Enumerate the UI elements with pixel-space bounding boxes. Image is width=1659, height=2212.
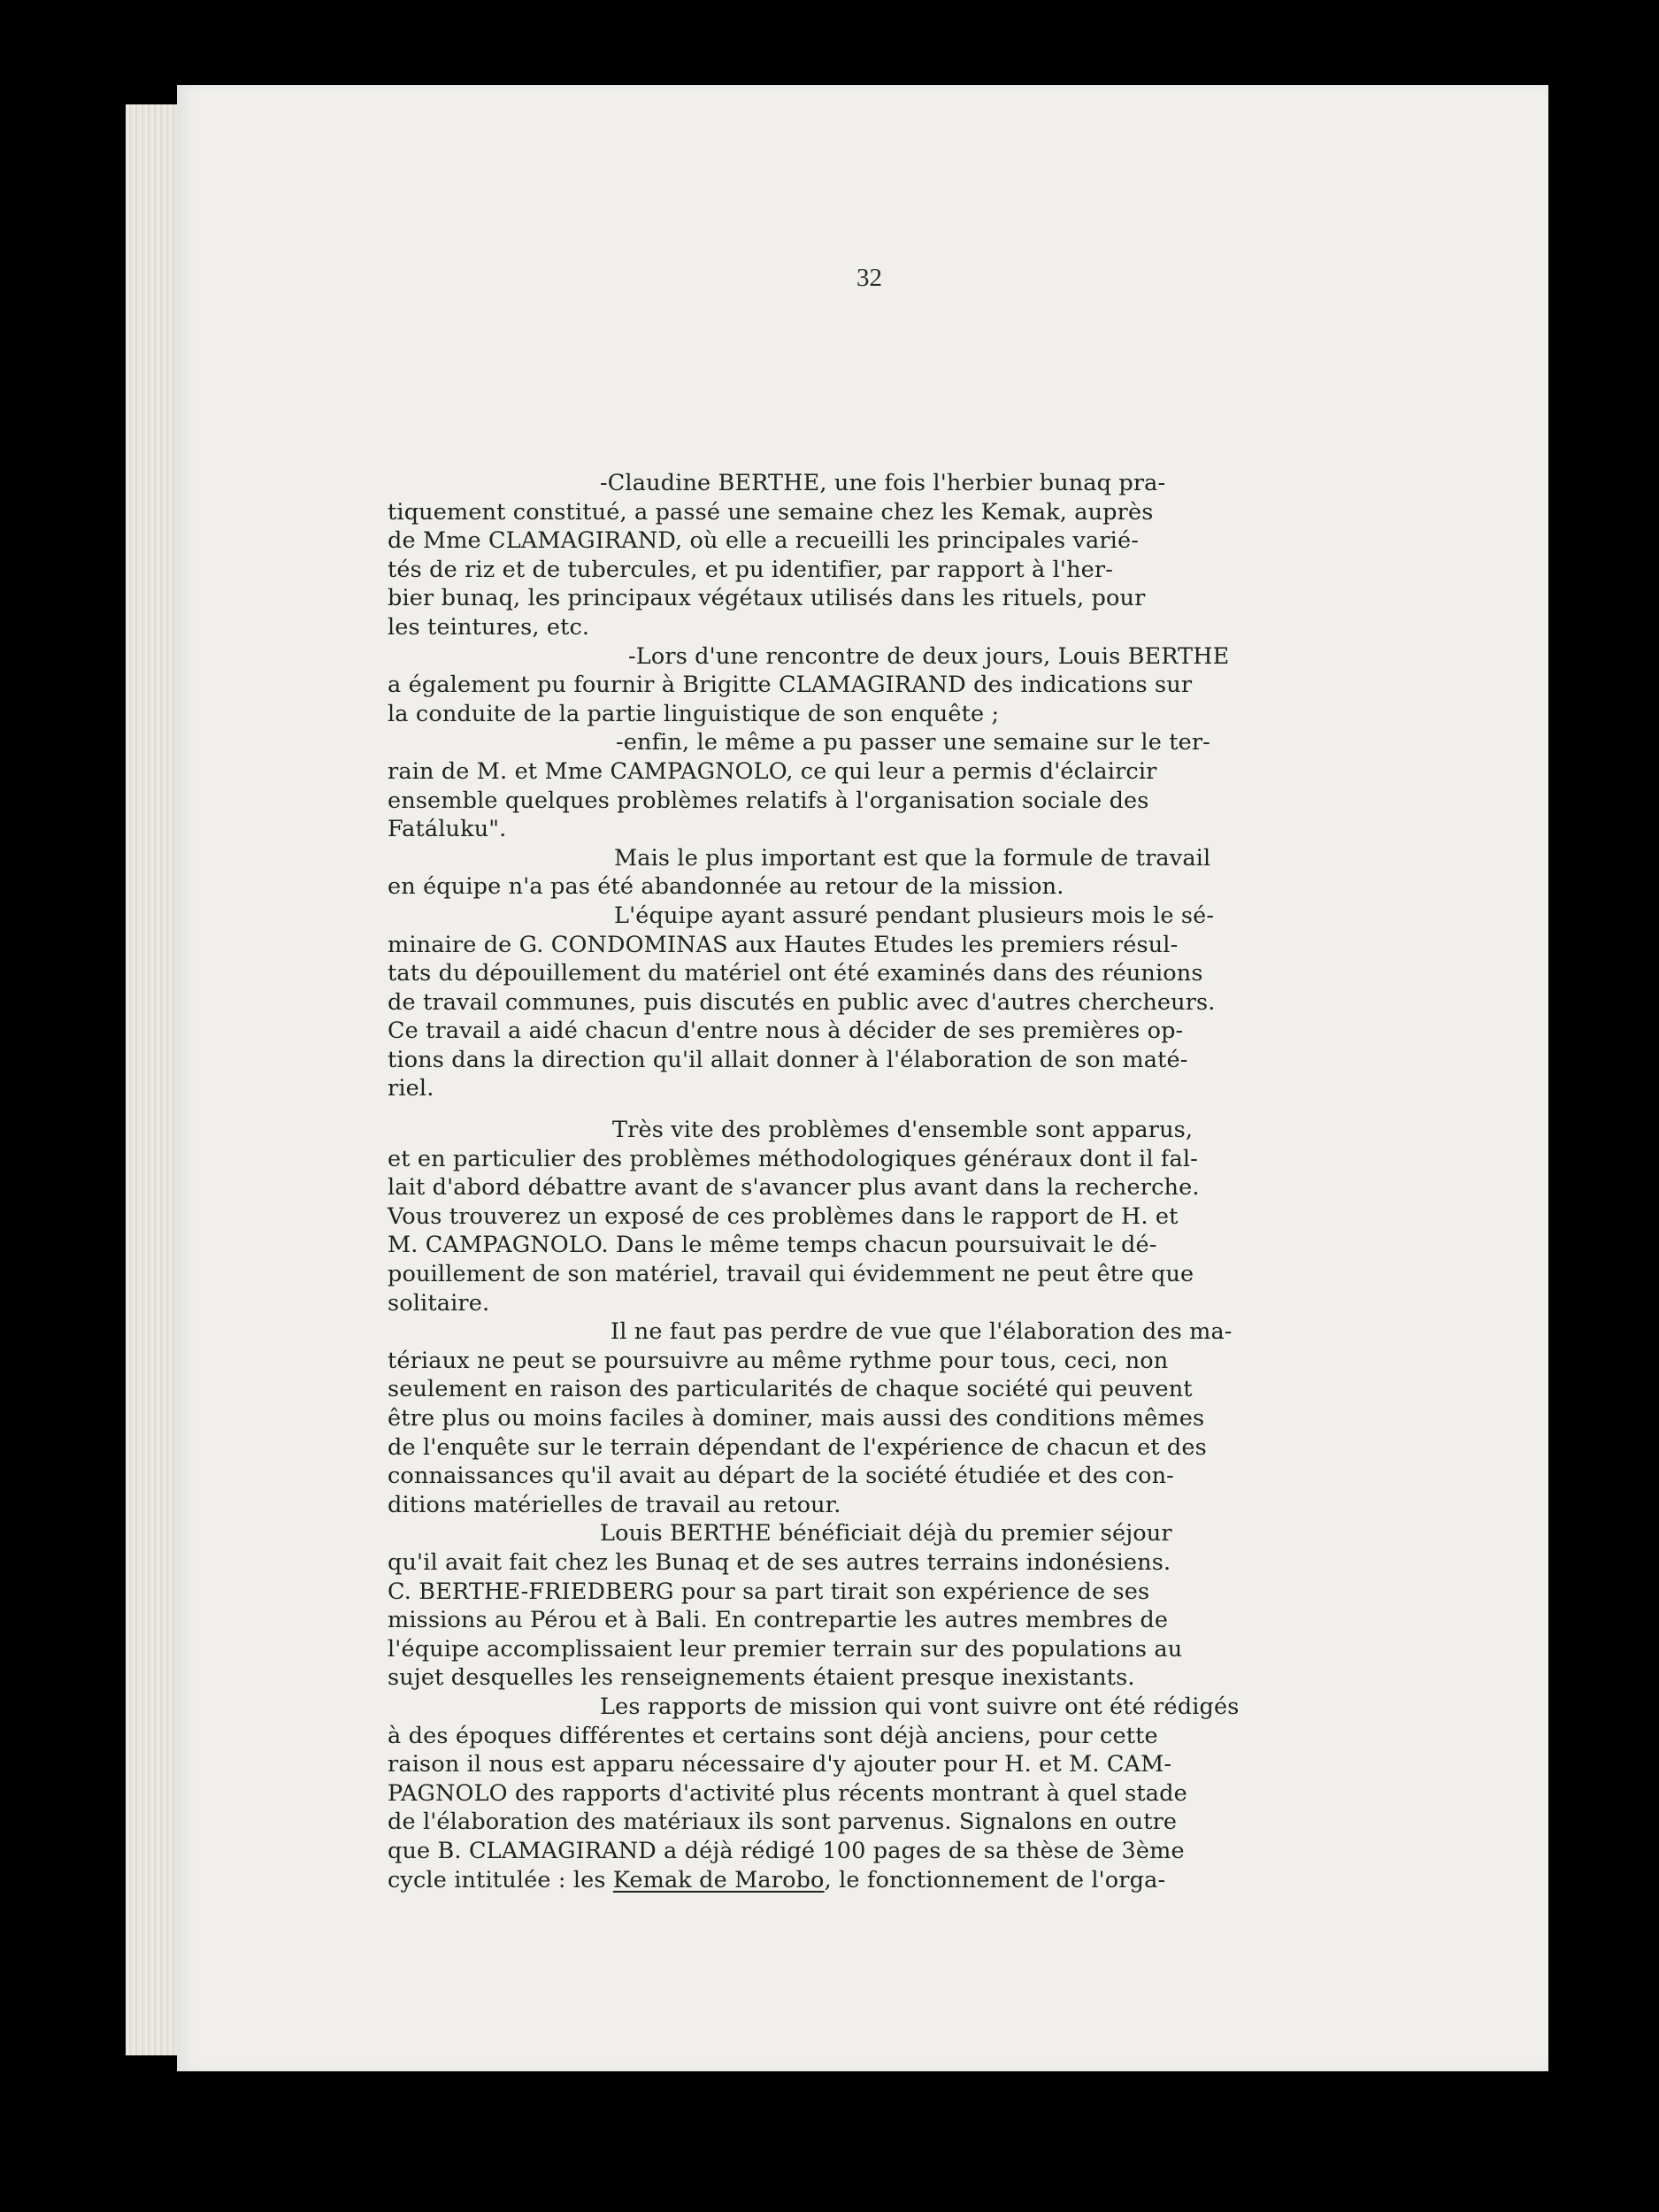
text-line-content: Très vite des problèmes d'ensemble sont apparus, bbox=[612, 1117, 1194, 1144]
text-line bbox=[379, 1260, 1449, 1289]
text-line bbox=[379, 1046, 1449, 1075]
text-line-content: Fatáluku". bbox=[388, 816, 507, 843]
text-line-content: a également pu fournir à Brigitte CLAMAGIRAND des indications sur bbox=[388, 672, 1193, 699]
text-line-content: pouillement de son matériel, travail qui évidemment ne peut être que bbox=[388, 1261, 1194, 1288]
text-line-content: de Mme CLAMAGIRAND, où elle a recueilli les principales varié- bbox=[388, 527, 1139, 555]
text-line-content: tats du dépouillement du matériel ont été examinés dans des réunions bbox=[388, 960, 1203, 987]
text-line bbox=[379, 1375, 1449, 1404]
text-line-content: en équipe n'a pas été abandonnée au retour de la mission. bbox=[388, 873, 1064, 901]
text-line bbox=[379, 498, 1449, 527]
text-line-content: cycle intitulée : les bbox=[388, 1866, 613, 1893]
text-line-content: -enfin, le même a pu passer une semaine sur le ter- bbox=[616, 729, 1210, 757]
text-line-content: missions au Pérou et à Bali. En contrepartie les autres membres de bbox=[388, 1607, 1169, 1634]
text-line bbox=[379, 1606, 1449, 1635]
text-line bbox=[379, 1635, 1449, 1664]
text-line bbox=[379, 1145, 1449, 1174]
text-line bbox=[379, 844, 1449, 873]
text-line bbox=[379, 1289, 1449, 1318]
text-line bbox=[379, 1173, 1449, 1202]
text-line-content: tions dans la direction qu'il allait donner à l'élaboration de son maté- bbox=[388, 1046, 1188, 1073]
text-line bbox=[379, 1462, 1449, 1491]
text-line-content: la conduite de la partie linguistique de son enquête ; bbox=[388, 700, 1000, 727]
text-line-content: que B. CLAMAGIRAND a déjà rédigé 100 pages de sa thèse de 3ème bbox=[388, 1837, 1185, 1864]
text-line bbox=[379, 988, 1449, 1018]
page-number: 32 bbox=[856, 264, 882, 292]
text-line-content: qu'il avait fait chez les Bunaq et de ses autres terrains indonésiens. bbox=[388, 1548, 1171, 1576]
text-line-content: Les rapports de mission qui vont suivre ont été rédigés bbox=[600, 1693, 1240, 1720]
underlined-title: Kemak de Marobo bbox=[612, 1866, 825, 1893]
text-line bbox=[379, 902, 1449, 931]
text-line bbox=[379, 1722, 1449, 1751]
text-line bbox=[379, 1808, 1449, 1837]
text-line-content: sujet desquelles les renseignements étaient presque inexistants. bbox=[388, 1664, 1135, 1692]
paragraph-gap bbox=[379, 1103, 1449, 1116]
text-line-content: de l'élaboration des matériaux ils sont parvenus. Signalons en outre bbox=[388, 1809, 1178, 1836]
text-line bbox=[379, 1578, 1449, 1607]
text-line bbox=[379, 1693, 1449, 1722]
text-line-content: ensemble quelques problèmes relatifs à l'organisation sociale des bbox=[388, 787, 1149, 814]
text-line bbox=[379, 584, 1449, 613]
text-line-content: riel. bbox=[388, 1075, 434, 1102]
text-line-content: tiquement constitué, a passé une semaine chez les Kemak, auprès bbox=[388, 498, 1154, 526]
text-line-content: de l'enquête sur le terrain dépendant de l'expérience de chacun et des bbox=[388, 1433, 1207, 1461]
text-line bbox=[379, 1779, 1449, 1809]
text-line-content: M. CAMPAGNOLO. Dans le même temps chacun poursuivait le dé- bbox=[388, 1232, 1157, 1259]
text-line-content: tés de riz et de tubercules, et pu identifier, par rapport à l'her- bbox=[388, 556, 1113, 583]
text-line bbox=[379, 469, 1449, 498]
text-line bbox=[379, 757, 1449, 787]
text-line-content: ditions matérielles de travail au retour. bbox=[388, 1491, 841, 1518]
text-line-content: lait d'abord débattre avant de s'avancer plus avant dans la recherche. bbox=[388, 1174, 1200, 1202]
text-line-content: -Lors d'une rencontre de deux jours, Louis BERTHE bbox=[628, 642, 1230, 670]
text-line bbox=[379, 959, 1449, 988]
text-line bbox=[379, 1663, 1449, 1693]
text-line bbox=[379, 815, 1449, 844]
text-line-continuation: , le fonctionnement de l'orga- bbox=[824, 1866, 1166, 1893]
body-text bbox=[379, 469, 1449, 1894]
text-line-content: Louis BERTHE bénéficiait déjà du premier séjour bbox=[600, 1520, 1172, 1548]
text-line bbox=[379, 787, 1449, 816]
text-line bbox=[379, 1548, 1449, 1578]
text-line-content: raison il nous est apparu nécessaire d'y ajouter pour H. et M. CAM- bbox=[388, 1751, 1172, 1778]
text-line-content: rain de M. et Mme CAMPAGNOLO, ce qui leur a permis d'éclaircir bbox=[388, 757, 1157, 785]
text-line bbox=[379, 1202, 1449, 1232]
text-line-content: bier bunaq, les principaux végétaux utilisés dans les rituels, pour bbox=[388, 585, 1146, 612]
text-line-content: Vous trouverez un exposé de ces problèmes dans le rapport de H. et bbox=[388, 1202, 1179, 1230]
text-line bbox=[379, 700, 1449, 729]
text-line-content: minaire de G. CONDOMINAS aux Hautes Etudes les premiers résul- bbox=[388, 931, 1179, 958]
text-line-content: tériaux ne peut se poursuivre au même rythme pour tous, ceci, non bbox=[388, 1347, 1169, 1374]
text-line-content: et en particulier des problèmes méthodologiques généraux dont il fal- bbox=[388, 1145, 1198, 1172]
text-line bbox=[379, 556, 1449, 585]
text-line bbox=[379, 1404, 1449, 1433]
text-line bbox=[379, 1116, 1449, 1145]
text-line bbox=[379, 728, 1449, 757]
text-line bbox=[379, 1347, 1449, 1376]
text-line bbox=[379, 1491, 1449, 1520]
text-line bbox=[379, 1231, 1449, 1260]
text-line bbox=[379, 671, 1449, 700]
text-line-content: seulement en raison des particularités de chaque société qui peuvent bbox=[388, 1376, 1193, 1403]
text-line-content: à des époques différentes et certains sont déjà anciens, pour cette bbox=[388, 1722, 1158, 1749]
text-line bbox=[379, 1074, 1449, 1103]
text-line-content: L'équipe ayant assuré pendant plusieurs mois le sé- bbox=[614, 902, 1215, 929]
text-line bbox=[379, 526, 1449, 556]
text-line-content: C. BERTHE-FRIEDBERG pour sa part tirait son expérience de ses bbox=[388, 1578, 1150, 1605]
text-line bbox=[379, 613, 1449, 642]
text-line bbox=[379, 1837, 1449, 1866]
text-line-content: PAGNOLO des rapports d'activité plus récents montrant à quel stade bbox=[388, 1779, 1187, 1807]
text-line bbox=[379, 1866, 1449, 1895]
text-line-content: les teintures, etc. bbox=[388, 613, 590, 641]
text-line-content: être plus ou moins faciles à dominer, mais aussi des conditions mêmes bbox=[388, 1405, 1205, 1432]
text-line bbox=[379, 872, 1449, 902]
text-line-content: Mais le plus important est que la formule de travail bbox=[614, 844, 1211, 872]
text-line bbox=[379, 1519, 1449, 1548]
text-line-content: solitaire. bbox=[388, 1289, 490, 1317]
text-line-content: -Claudine BERTHE, une fois l'herbier bunaq pra- bbox=[600, 470, 1166, 496]
text-line bbox=[379, 1317, 1449, 1347]
text-line bbox=[379, 1750, 1449, 1779]
text-line bbox=[379, 642, 1449, 672]
text-line-content: connaissances qu'il avait au départ de la société étudiée et des con- bbox=[388, 1463, 1174, 1490]
text-line-content: de travail communes, puis discutés en public avec d'autres chercheurs. bbox=[388, 988, 1216, 1016]
text-line bbox=[379, 931, 1449, 960]
text-line-content: Il ne faut pas perdre de vue que l'élaboration des ma- bbox=[611, 1318, 1233, 1346]
text-line bbox=[379, 1017, 1449, 1046]
text-line bbox=[379, 1433, 1449, 1463]
text-line-content: Ce travail a aidé chacun d'entre nous à décider de ses premières op- bbox=[388, 1018, 1184, 1045]
text-line-content: l'équipe accomplissaient leur premier terrain sur des populations au bbox=[388, 1635, 1183, 1663]
